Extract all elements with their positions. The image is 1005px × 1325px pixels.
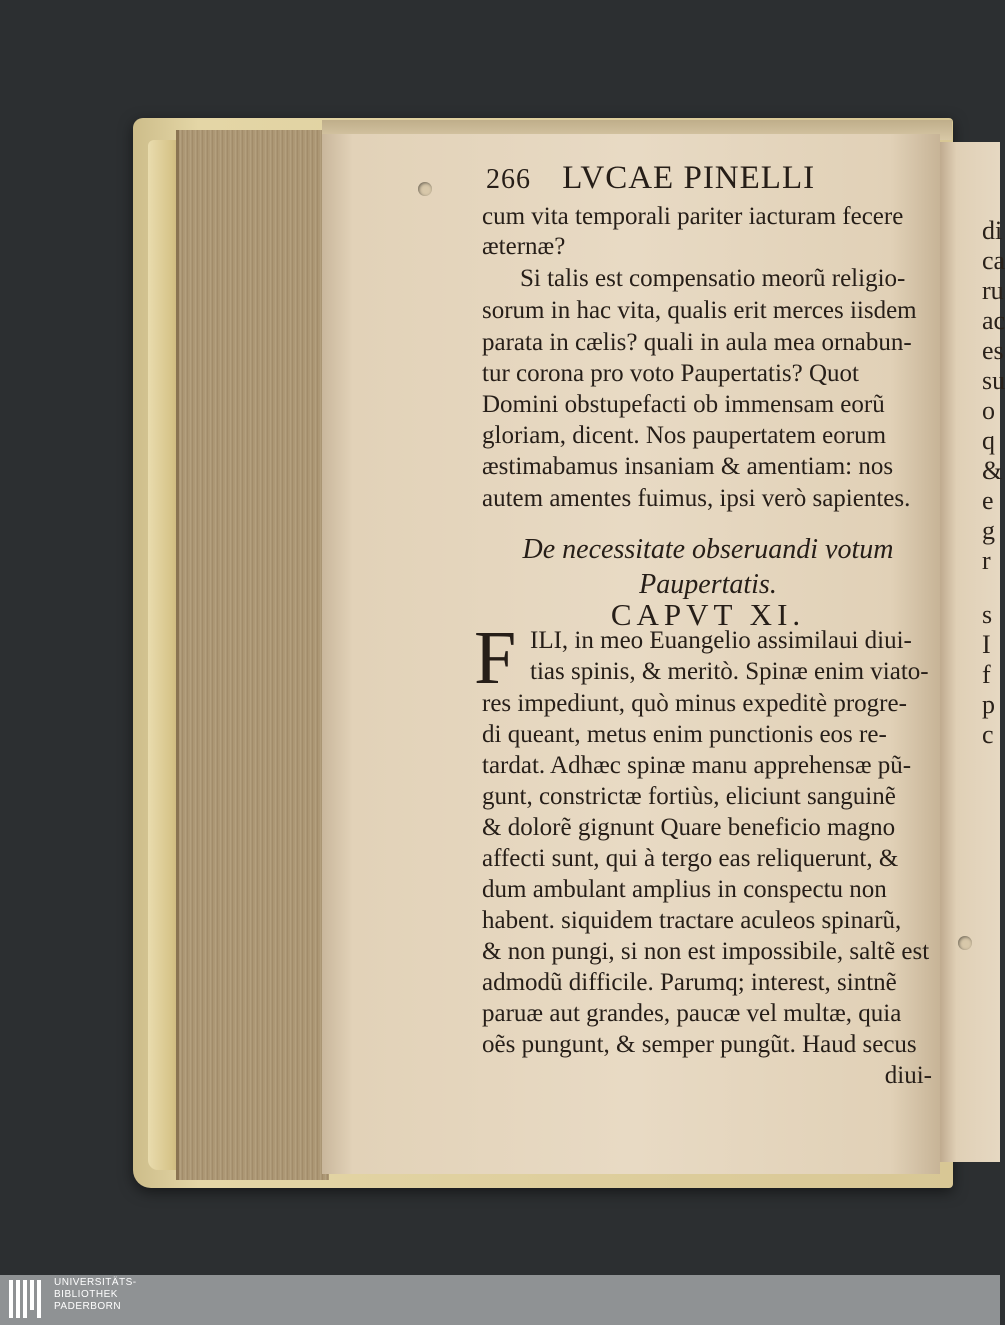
facing-page-fragment xyxy=(938,142,1005,1162)
footer-bar xyxy=(0,1275,1000,1325)
text-line: sorum in hac vita, qualis erit merces iisdem xyxy=(482,297,917,324)
facing-page-text: & xyxy=(982,456,1003,485)
paper-hole xyxy=(418,182,432,196)
text-line: æternæ? xyxy=(482,233,566,260)
text-line: & non pungi, si non est impossibile, saltẽ est xyxy=(482,938,930,965)
text-line: gloriam, dicent. Nos paupertatem eorum xyxy=(482,422,887,449)
section-title: Paupertatis. xyxy=(639,569,777,600)
facing-page-text: es xyxy=(982,336,1004,365)
page-number: 266 xyxy=(486,164,531,195)
text-line: tias spinis, & meritò. Spinæ enim viato- xyxy=(530,658,929,685)
facing-page-text: g xyxy=(982,516,995,545)
facing-page-text: di xyxy=(982,216,1003,245)
text-line: dum ambulant amplius in conspectu non xyxy=(482,876,887,903)
text-line: tardat. Adhæc spinæ manu apprehensæ pũ- xyxy=(482,752,912,779)
text-line: parata in cælis? quali in aula mea ornabun- xyxy=(482,329,912,356)
facing-page-text: su xyxy=(982,366,1005,395)
facing-page-text: o xyxy=(982,396,995,425)
text-line: autem amentes fuimus, ipsi verò sapientes. xyxy=(482,485,911,512)
text-line: affecti sunt, qui à tergo eas reliquerunt, & xyxy=(482,845,899,872)
running-head xyxy=(486,160,906,197)
chapter-heading xyxy=(482,583,934,632)
section-title: De necessitate obseruandi votum xyxy=(522,534,894,565)
text-line: admodũ difficile. Parumq; interest, sintnẽ xyxy=(482,969,897,996)
facing-page-text: c xyxy=(982,720,994,749)
facing-page-text: I xyxy=(982,630,991,659)
page-block-edges xyxy=(176,130,329,1180)
running-title: LVCAE PINELLI xyxy=(562,160,816,196)
library-logo-icon xyxy=(9,1280,45,1318)
facing-page-text: ac xyxy=(982,306,1005,335)
drop-cap: F xyxy=(474,616,517,700)
text-line: æstimabamus insaniam & amentiam: nos xyxy=(482,453,894,480)
text-line: cum vita temporali pariter iacturam fecere xyxy=(482,203,904,230)
text-line: tur corona pro voto Paupertatis? Quot xyxy=(482,360,859,387)
facing-page-text: s xyxy=(982,600,993,629)
logo-line: BIBLIOTHEK xyxy=(54,1289,118,1300)
text-line: paruæ aut grandes, paucæ vel multæ, quia xyxy=(482,1000,902,1027)
text-line: Domini obstupefacti ob immensam eorũ xyxy=(482,391,885,418)
facing-page-text: f xyxy=(982,660,991,689)
text-line: & dolorẽ gignunt Quare beneficio magno xyxy=(482,814,896,841)
facing-page-text: ca xyxy=(982,246,1005,275)
logo-line: PADERBORN xyxy=(54,1301,122,1312)
text-line: habent. siquidem tractare aculeos spinarũ, xyxy=(482,907,902,934)
facing-page-text: q xyxy=(982,426,995,455)
text-line: Si talis est compensatio meorũ religio- xyxy=(520,265,906,292)
library-logo-text xyxy=(54,1277,137,1313)
paper-hole xyxy=(958,936,972,950)
text-line: oẽs pungunt, & semper pungũt. Haud secus xyxy=(482,1031,917,1058)
text-line: ILI, in meo Euangelio assimilaui diui- xyxy=(530,627,912,654)
facing-page-text: e xyxy=(982,486,994,515)
facing-page-text: ru xyxy=(982,276,1004,305)
chapter-heading-text: CAPVT XI. xyxy=(610,597,806,632)
text-line: gunt, constrictæ fortiùs, eliciunt sanguinẽ xyxy=(482,783,896,810)
facing-page-text: p xyxy=(982,690,995,719)
logo-line: UNIVERSITÄTS- xyxy=(54,1277,137,1288)
facing-page-text: r xyxy=(982,546,991,575)
text-line: res impediunt, quò minus expeditè progre- xyxy=(482,690,907,717)
catchword: diui- xyxy=(884,1062,932,1089)
text-line: di queant, metus enim punctionis eos re- xyxy=(482,721,887,748)
